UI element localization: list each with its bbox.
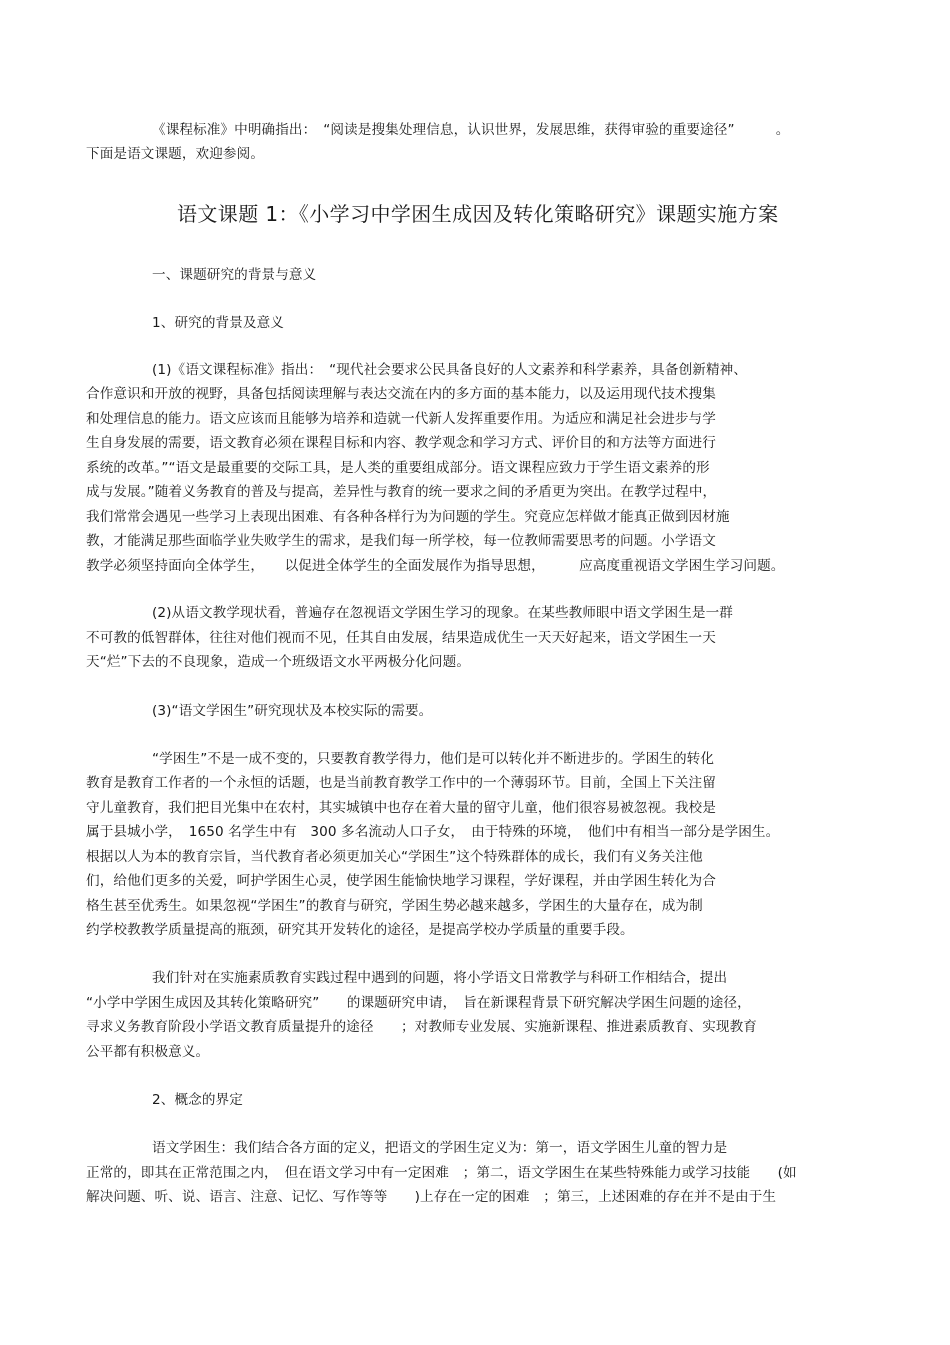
paragraph-line: (2)从语文教学现状看，普遍存在忽视语文学困生学习的现象。在某些教师眼中语文学困生是一群 (152, 605, 733, 621)
paragraph-line: 寻求义务教育阶段小学语文教育质量提升的途径 ；对教师专业发展、实施新课程、推进素质教育、实现教育 (86, 1019, 757, 1035)
paragraph-line: 格生甚至优秀生。如果忽视“学困生”的教育与研究，学困生势必越来越多，学困生的大量存在，成为制 (86, 898, 703, 914)
paragraph-line: 生自身发展的需要，语文教育必须在课程目标和内容、教学观念和学习方式、评价目的和方法等方面进行 (86, 435, 716, 451)
paragraph-line: 合作意识和开放的视野，具备包括阅读理解与表达交流在内的多方面的基本能力，以及运用现代技术搜集 (86, 386, 716, 402)
paragraph-line: 教育是教育工作者的一个永恒的话题，也是当前教育教学工作中的一个薄弱环节。目前，全国上下关注留 (86, 775, 716, 791)
intro-line-2: 下面是语文课题，欢迎参阅。 (86, 146, 265, 162)
paragraph-line: 和处理信息的能力。语文应该而且能够为培养和造就一代新人发挥重要作用。为适应和满足社会进步与学 (86, 411, 716, 427)
section-heading: 一、课题研究的背景与意义 (152, 267, 317, 283)
paragraph-line: 根据以人为本的教育宗旨，当代教育者必须更加关心“学困生”这个特殊群体的成长，我们有义务关注他 (86, 849, 703, 865)
paragraph-line: 成与发展。”随着义务教育的普及与提高，差异性与教育的统一要求之间的矛盾更为突出。在教学过程中， (86, 484, 717, 500)
document-title: 语文课题 1：《小学习中学困生成因及转化策略研究》课题实施方案 (177, 202, 779, 226)
paragraph-line: 们，给他们更多的关爱，呵护学困生心灵，使学困生能愉快地学习课程，学好课程，并由学困生转化为合 (86, 873, 716, 889)
paragraph-line: 属于县城小学， 1650 名学生中有 300 多名流动人口子女， 由于特殊的环境， 他们中有相当一部分是学困生。 (86, 824, 780, 840)
paragraph-line: “小学中学困生成因及其转化策略研究” 的课题研究申请， 旨在新课程背景下研究解决学困生问题的途径， (86, 995, 751, 1011)
paragraph-line: 系统的改革。”“语文是最重要的交际工具，是人类的重要组成部分。语文课程应致力于学生语文素养的形 (86, 460, 710, 476)
paragraph-line: 我们常常会遇见一些学习上表现出困难、有各种各样行为为问题的学生。究竟应怎样做才能真正做到因材施 (86, 509, 730, 525)
paragraph-line: 解决问题、听、说、语言、注意、记忆、写作等等 )上存在一定的困难 ；第三，上述困难的存在并不是由于生 (86, 1189, 777, 1205)
paragraph-line: 公平都有积极意义。 (86, 1044, 210, 1060)
paragraph-line: 守儿童教育，我们把目光集中在农村，其实城镇中也存在着大量的留守儿童，他们很容易被忽视。我校是 (86, 800, 716, 816)
subsection-heading-1: 1、研究的背景及意义 (152, 315, 284, 331)
paragraph-line: 不可教的低智群体，往往对他们视而不见，任其自由发展，结果造成优生一天天好起来，语文学困生一天 (86, 630, 716, 646)
paragraph-line: 约学校教教学质量提高的瓶颈，研究其开发转化的途径，是提高学校办学质量的重要手段。 (86, 922, 634, 938)
paragraph-line: 教，才能满足那些面临学业失败学生的需求，是我们每一所学校，每一位教师需要思考的问题。小学语文 (86, 533, 716, 549)
paragraph-line: 我们针对在实施素质教育实践过程中遇到的问题，将小学语文日常教学与科研工作相结合，提出 (152, 970, 728, 986)
paragraph-line: 教学必须坚持面向全体学生， 以促进全体学生的全面发展作为指导思想， 应高度重视语文学困生学习问题。 (86, 558, 785, 574)
paragraph-line: “学困生”不是一成不变的，只要教育教学得力，他们是可以转化并不断进步的。学困生的转化 (152, 751, 715, 767)
paragraph-line: 天“烂”下去的不良现象，造成一个班级语文水平两极分化问题。 (86, 654, 471, 670)
subsection-heading-2: 2、概念的界定 (152, 1092, 243, 1108)
paragraph-line: (1)《语文课程标准》指出： “现代社会要求公民具备良好的人文素养和科学素养，具备创新精神、 (152, 362, 748, 378)
intro-line-1: 《课程标准》中明确指出： “阅读是搜集处理信息，认识世界，发展思维，获得审验的重要途径” 。 (152, 122, 790, 138)
paragraph-line: 语文学困生：我们结合各方面的定义，把语文的学困生定义为：第一，语文学困生儿童的智力是 (152, 1140, 728, 1156)
paragraph-line: 正常的，即其在正常范围之内， 但在语文学习中有一定困难 ；第二，语文学困生在某些特殊能力或学习技能 (如 (86, 1165, 797, 1181)
paragraph-line: (3)“语文学困生”研究现状及本校实际的需要。 (152, 703, 433, 719)
